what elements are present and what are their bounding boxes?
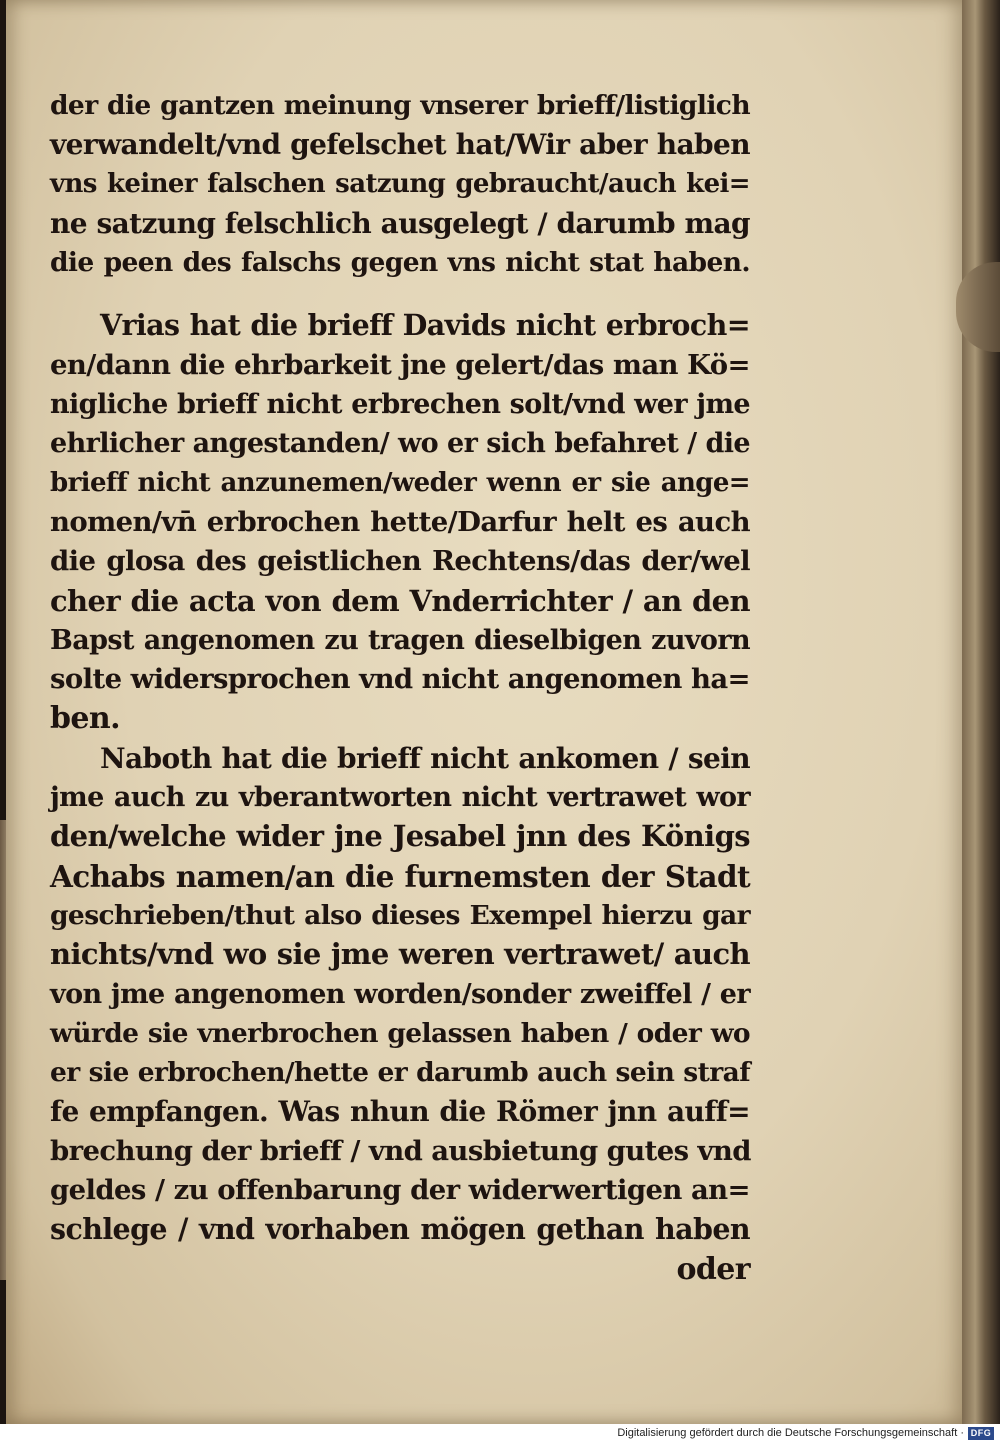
text-line: nichts/vnd wo sie jme weren vertrawet/ auch xyxy=(50,937,750,972)
text-line: Achabs namen/an die furnemsten der Stadt xyxy=(50,858,750,894)
text-line: ne satzung felschlich ausgelegt / darumb mag xyxy=(50,206,750,240)
text-line: ehrlicher angestanden/ wo er sich befahret / die xyxy=(50,428,750,460)
catchword: oder xyxy=(676,1251,750,1287)
text-line: brechung der brieff / vnd ausbietung gutes vnd xyxy=(50,1134,751,1167)
text-line: jme auch zu vberantworten nicht vertrawet wor xyxy=(50,782,750,814)
text-line: geschrieben/thut also dieses Exempel hierzu gar xyxy=(50,899,750,931)
dfg-logo-icon: DFG xyxy=(968,1427,994,1440)
text-line: geldes / zu offenbarung der widerwertigen an= xyxy=(50,1174,750,1207)
text-line: solte widersprochen vnd nicht angenomen ha= xyxy=(50,663,750,696)
text-line: ben. xyxy=(50,701,120,737)
text-line: schlege / vnd vorhaben mögen gethan haben xyxy=(50,1212,750,1247)
text-line: von jme angenomen worden/sonder zweiffel / er xyxy=(50,978,750,1010)
text-line: nomen/vn̄ erbrochen hette/Darfur helt es auch xyxy=(50,505,750,538)
text-line: fe empfangen. Was nhun die Römer jnn auff= xyxy=(50,1095,750,1129)
book-fore-edge xyxy=(962,0,1000,1424)
text-line: Naboth hat die brieff nicht ankomen / sein xyxy=(100,741,750,775)
text-line: der die gantzen meinung vnserer brieff/listiglich xyxy=(50,90,750,121)
text-line: en/dann die ehrbarkeit jne gelert/das man Kö= xyxy=(50,348,750,381)
footer-bar xyxy=(0,1424,1000,1444)
text-line: nigliche brieff nicht erbrechen solt/vnd wer jme xyxy=(50,389,750,421)
text-line: Vrias hat die brieff Davids nicht erbroch= xyxy=(100,308,750,343)
text-line: verwandelt/vnd gefelschet hat/Wir aber haben xyxy=(50,128,750,162)
text-line: die peen des falschs gegen vns nicht stat haben. xyxy=(50,247,750,279)
text-line: würde sie vnerbrochen gelassen haben / oder wo xyxy=(50,1017,750,1049)
paragraph-gap xyxy=(50,282,750,306)
paper-leaf xyxy=(6,0,966,1424)
text-line: den/welche wider jne Jesabel jnn des Königs xyxy=(50,819,750,854)
text-line: cher die acta von dem Vnderrichter / an den xyxy=(50,583,750,618)
text-line: Bapst angenomen zu tragen dieselbigen zuvorn xyxy=(50,624,750,656)
text-line: die glosa des geistlichen Rechtens/das der/wel xyxy=(50,545,750,578)
text-line: vns keiner falschen satzung gebraucht/auch kei= xyxy=(50,168,750,199)
body-text xyxy=(50,86,750,1289)
funding-credit: Digitalisierung gefördert durch die Deutsche Forschungsgemeinschaft · xyxy=(617,1427,964,1439)
text-line: brieff nicht anzunemen/weder wenn er sie ange= xyxy=(50,467,750,498)
text-line: er sie erbrochen/hette er darumb auch sein straf xyxy=(50,1057,750,1089)
